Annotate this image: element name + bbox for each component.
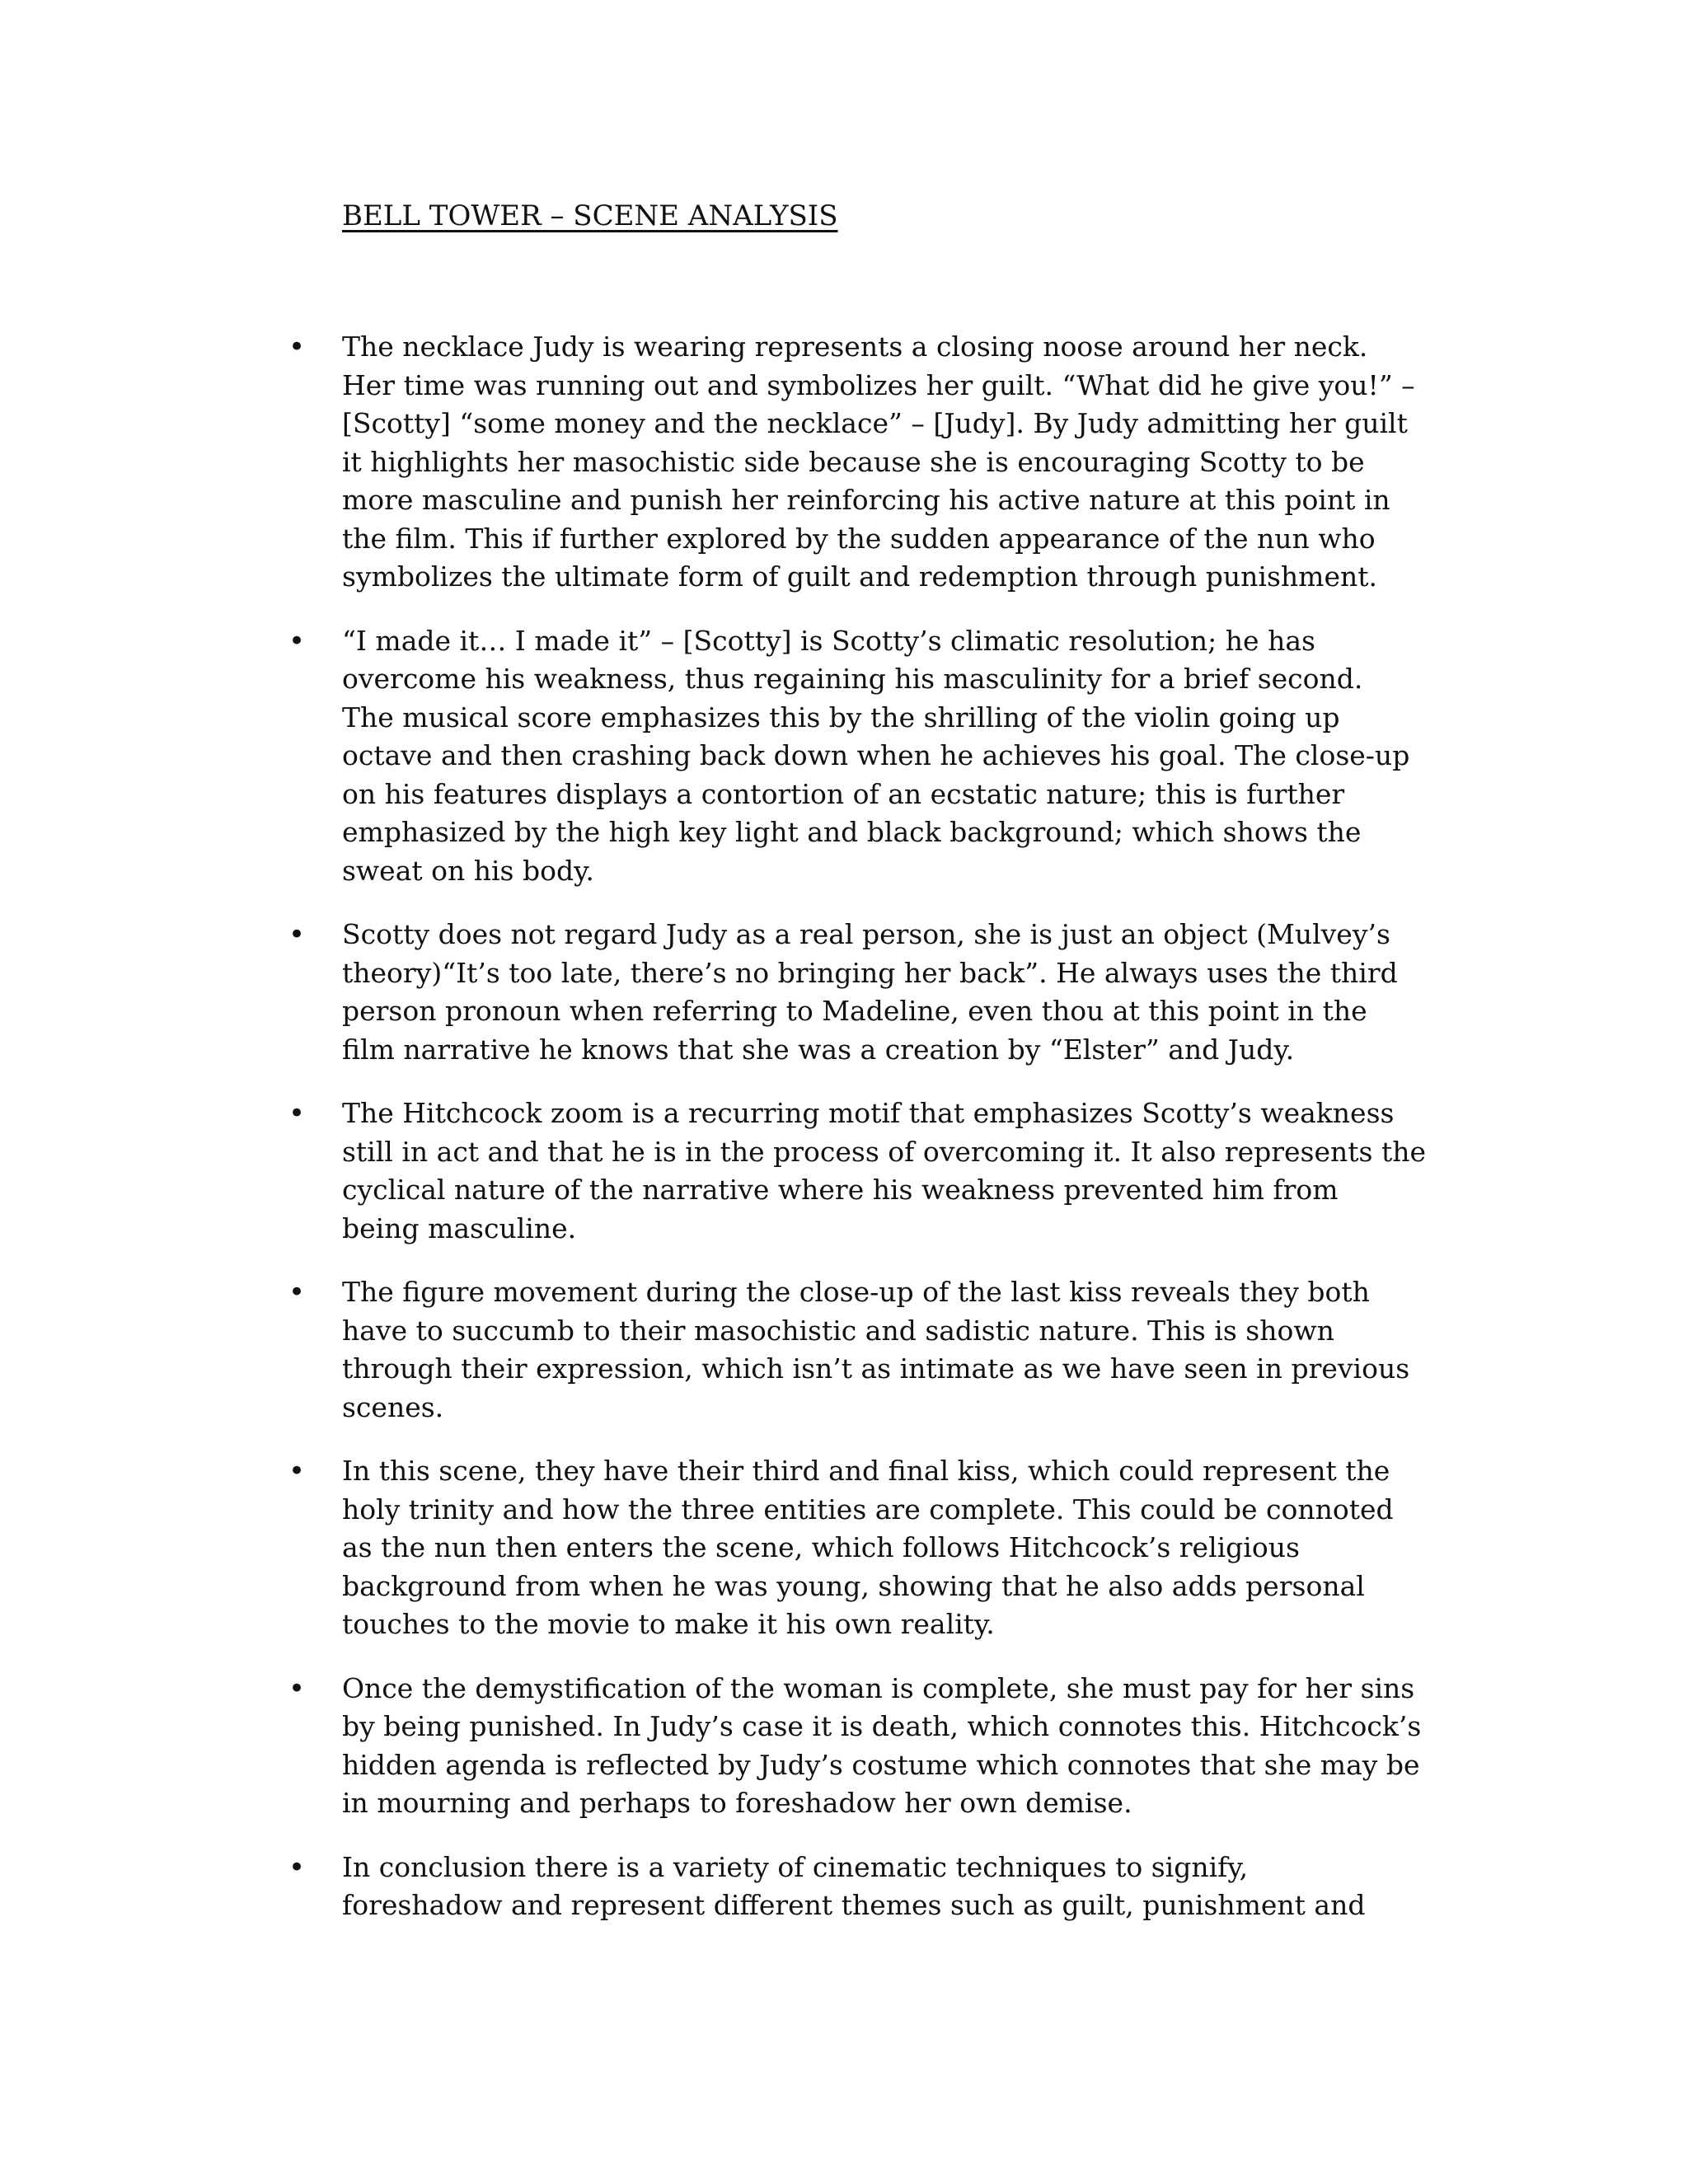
bullet-icon: • xyxy=(288,1276,306,1309)
bullet-item xyxy=(288,622,1426,891)
bullet-text: Scotty does not regard Judy as a real person, she is just an object (Mulvey’s theory)“It’s too late, there’s no bringing her back”. He always uses the third person pronoun when referring to Madeline, even thou at this point in the film narrative he knows that she was a creation by “Elster” and Judy. xyxy=(342,918,1398,1066)
bullet-text: The Hitchcock zoom is a recurring motif that emphasizes Scotty’s weakness still in act and that he is in the process of overcoming it. It also represents the cyclical nature of the narrative where his weakness prevented him from being masculine. xyxy=(342,1097,1426,1244)
bullet-item xyxy=(288,1849,1426,1925)
bullet-item xyxy=(288,1452,1426,1644)
bullet-icon: • xyxy=(288,1455,306,1488)
bullet-text: Once the demystification of the woman is complete, she must pay for her sins by being punished. In Judy’s case it is death, which connotes this. Hitchcock’s hidden agenda is reflected by Judy’s costume which connotes that she may be in mourning and perhaps to foreshadow her own demise. xyxy=(342,1671,1422,1819)
bullet-item xyxy=(288,1094,1426,1248)
bullet-item xyxy=(288,328,1426,597)
bullet-text: In this scene, they have their third and final kiss, which could represent the holy trinity and how the three entities are complete. This could be connoted as the nun then enters the scene, which follows Hitchcock’s religious background from when he was young, showing that he also adds personal touches to the movie to make it his own reality. xyxy=(342,1455,1394,1640)
bullet-icon: • xyxy=(288,330,306,363)
bullet-icon: • xyxy=(288,1671,306,1705)
document-title: BELL TOWER – SCENE ANALYSIS xyxy=(342,199,838,232)
bullet-text: In conclusion there is a variety of cinematic techniques to signify, foreshadow and represent different themes such as guilt, punishment and xyxy=(342,1850,1366,1921)
bullet-icon: • xyxy=(288,1097,306,1130)
bullet-text: “I made it… I made it” – [Scotty] is Scotty’s climatic resolution; he has overcome his weakness, thus regaining his masculinity for a brief second. The musical score emphasizes this by the shrilling of the violin going up octave and then crashing back down when he achieves his goal. The close-up on his features displays a contortion of an ecstatic nature; this is further emphasized by the high key light and black background; which shows the sweat on his body. xyxy=(342,624,1410,887)
bullet-list xyxy=(288,328,1426,1951)
bullet-icon: • xyxy=(288,1850,306,1884)
bullet-icon: • xyxy=(288,918,306,951)
bullet-text: The necklace Judy is wearing represents a closing noose around her neck. Her time was running out and symbolizes her guilt. “What did he give you!” – [Scotty] “some money and the necklace” – [Judy]. By Judy admitting her guilt it highlights her masochistic side because she is encouraging Scotty to be more masculine and punish her reinforcing his active nature at this point in the film. This if further explored by the sudden appearance of the nun who symbolizes the ultimate form of guilt and redemption through punishment. xyxy=(342,330,1415,593)
bullet-item xyxy=(288,916,1426,1069)
bullet-item xyxy=(288,1273,1426,1427)
bullet-icon: • xyxy=(288,624,306,658)
bullet-text: The figure movement during the close-up of the last kiss reveals they both have to succumb to their masochistic and sadistic nature. This is shown through their expression, which isn’t as intimate as we have seen in previous scenes. xyxy=(342,1276,1410,1423)
bullet-item xyxy=(288,1670,1426,1823)
